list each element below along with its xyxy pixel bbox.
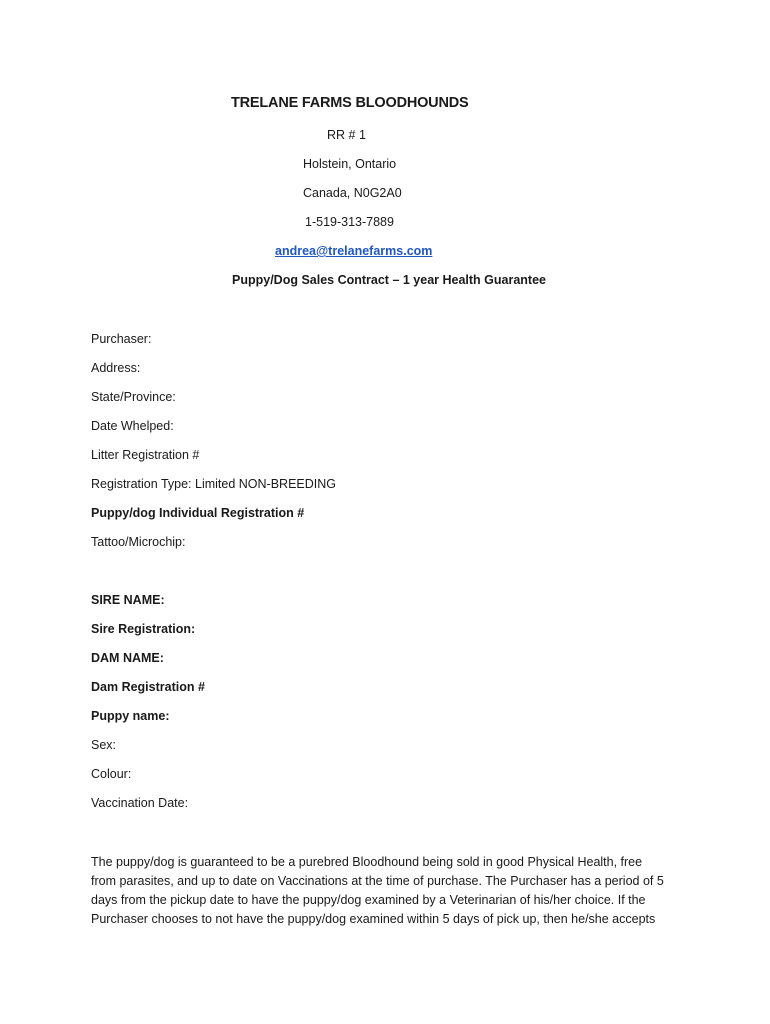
farm-title: TRELANE FARMS BLOODHOUNDS [231, 95, 469, 111]
address-line-3: Canada, N0G2A0 [303, 186, 402, 200]
paragraph-line: days from the pickup date to have the puppy/dog examined by a Veterinarian of his/her choice. If the [91, 893, 646, 907]
vaccination-date-label: Vaccination Date: [91, 796, 189, 810]
guarantee-paragraph [91, 853, 681, 929]
paragraph-line: The puppy/dog is guaranteed to be a purebred Bloodhound being sold in good Physical Health, free [91, 855, 643, 869]
paragraph-line: Purchaser chooses to not have the puppy/dog examined within 5 days of pick up, then he/she accepts [91, 912, 656, 926]
dam-name-label: DAM NAME: [91, 651, 164, 665]
individual-registration-label: Puppy/dog Individual Registration # [91, 506, 305, 520]
contract-subtitle: Puppy/Dog Sales Contract – 1 year Health Guarantee [232, 273, 546, 287]
sex-label: Sex: [91, 738, 117, 752]
tattoo-microchip-label: Tattoo/Microchip: [91, 535, 186, 549]
email-link[interactable]: andrea@trelanefarms.com [275, 244, 433, 258]
litter-registration-label: Litter Registration # [91, 448, 200, 462]
colour-label: Colour: [91, 767, 132, 781]
address-line-2: Holstein, Ontario [303, 157, 397, 171]
purchaser-label: Purchaser: [91, 332, 152, 346]
sire-name-label: SIRE NAME: [91, 593, 165, 607]
sire-registration-label: Sire Registration: [91, 622, 196, 636]
puppy-name-label: Puppy name: [91, 709, 170, 723]
state-province-label: State/Province: [91, 390, 176, 404]
registration-type-label: Registration Type: Limited NON-BREEDING [91, 477, 336, 491]
phone-number: 1-519-313-7889 [305, 215, 394, 229]
paragraph-line: from parasites, and up to date on Vaccinations at the time of purchase. The Purchaser has a period of 5 [91, 874, 664, 888]
address-label: Address: [91, 361, 141, 375]
dam-registration-label: Dam Registration # [91, 680, 205, 694]
date-whelped-label: Date Whelped: [91, 419, 174, 433]
address-line-1: RR # 1 [327, 128, 366, 142]
